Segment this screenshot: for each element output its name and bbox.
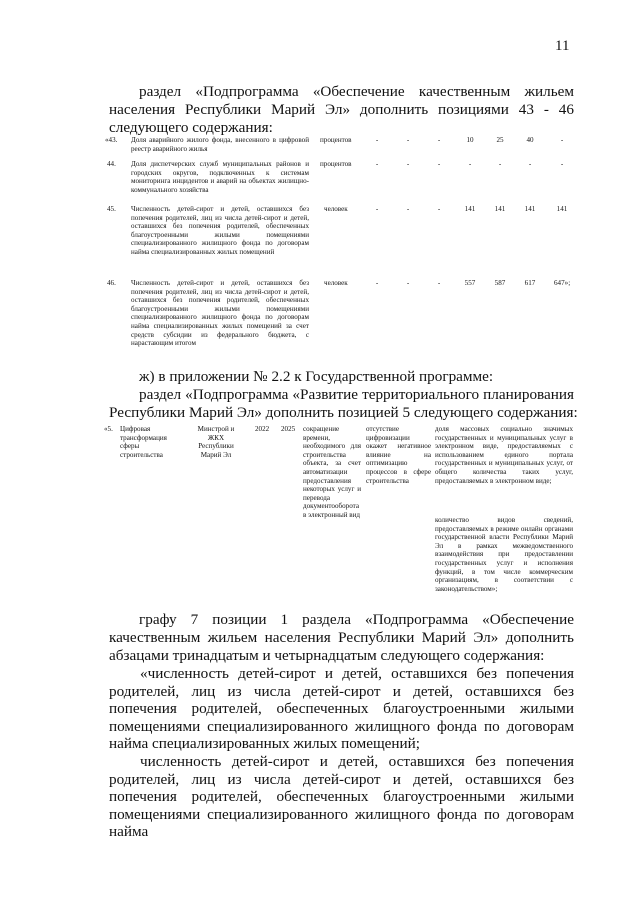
row-46-text: Численность детей-сирот и детей, оставшихся без попечения родителей, лиц из числа детей-сирот и детей, оставшихся без попечения родителей, обеспеченных благоустроенными жилыми помещениями специализированного жилищного фонда по договорам найма специализированных жилых помещений за счет средств субсидии из федерального бюджета, с нарастающим итогом xyxy=(131,279,309,348)
pos5-name: Цифровая трансформация сферы строительства xyxy=(120,425,167,459)
row-46-dash-3: - xyxy=(437,279,441,287)
pos5-number: «5. xyxy=(104,425,113,433)
pos5-executor: Минстрой и ЖКХ Республики Марий Эл xyxy=(197,425,235,459)
row-43-value-1: 10 xyxy=(466,136,474,144)
row-46-dash-1: - xyxy=(375,279,379,287)
row-45-unit: человек xyxy=(324,205,348,213)
pos5-indicator-1: доля массовых социально значимых государственных и муниципальных услуг в электронном виде, предоставляемых с использованием единого портала государственных и муниципальных услуг, от общего количества таких услуг, предоставляемых в электронном виде; xyxy=(435,425,573,485)
row-44-value-3: - xyxy=(528,160,532,168)
section-g-line-2: раздел «Подпрограмма «Развитие территориального планирования xyxy=(139,386,574,403)
row-43-value-3: 40 xyxy=(526,136,534,144)
row-43-dash-1: - xyxy=(375,136,379,144)
pos5-consequences: отсутствие цифровизации окажет негативное влияние на оптимизацию процессов в сфере строительства xyxy=(366,425,431,485)
quote-paragraph-2: численность детей-сирот и детей, оставшихся без попечения родителей, лиц из числа детей-сирот и детей, оставшихся без попечения родителей, обеспеченных благоустроенными жилыми помещениями специализированного жилищного фонда по договорам найма xyxy=(109,753,574,841)
intro-line-1: раздел «Подпрограмма «Обеспечение качественным жильем xyxy=(139,83,574,100)
row-45-dash-1: - xyxy=(375,205,379,213)
row-43-dash-2: - xyxy=(406,136,410,144)
row-46-value-1: 557 xyxy=(464,279,476,287)
row-44-text: Доля диспетчерских служб муниципальных районов и городских округов, подключенных к системам мониторинга инцидентов и аварий на объектах жилищно-коммунального хозяйства xyxy=(131,160,309,194)
row-45-value-2: 141 xyxy=(494,205,506,213)
row-44-dash-1: - xyxy=(375,160,379,168)
row-46-value-3: 617 xyxy=(524,279,536,287)
row-45-text: Численность детей-сирот и детей, оставшихся без попечения родителей, лиц из числа детей-сирот и детей, оставшихся без попечения родителей, обеспеченных благоустроенными жилыми помещениями специализированного жилищного фонда по договорам найма специализированных жилых помещений xyxy=(131,205,309,256)
row-45-dash-3: - xyxy=(437,205,441,213)
row-46-number: 46. xyxy=(107,279,116,287)
closing-line-2: качественным жильем населения Республики Марий Эл» дополнить xyxy=(109,629,574,646)
intro-line-3: следующего содержания: xyxy=(109,119,273,136)
row-46-dash-2: - xyxy=(406,279,410,287)
row-44-value-4: - xyxy=(560,160,564,168)
row-43-value-2: 25 xyxy=(496,136,504,144)
row-43-value-4: - xyxy=(560,136,564,144)
row-43-dash-3: - xyxy=(437,136,441,144)
quote-paragraph-1: «численность детей-сирот и детей, оставшихся без попечения родителей, лиц из числа детей-сирот и детей, оставшихся без попечения родителей, обеспеченных благоустроенными жилыми помещениями специализированного жилищного фонда по договорам найма специализированных жилых помещений; xyxy=(109,665,574,753)
section-g-line-1: ж) в приложении № 2.2 к Государственной программе: xyxy=(139,368,494,385)
row-45-value-1: 141 xyxy=(464,205,476,213)
row-44-unit: процентов xyxy=(320,160,352,168)
page-number: 11 xyxy=(555,38,570,54)
row-45-dash-2: - xyxy=(406,205,410,213)
row-46-unit: человек xyxy=(324,279,348,287)
row-45-value-3: 141 xyxy=(524,205,536,213)
row-43-text: Доля аварийного жилого фонда, внесенного в цифровой реестр аварийного жилья xyxy=(131,136,309,153)
pos5-year-start: 2022 xyxy=(255,425,270,433)
row-44-dash-3: - xyxy=(437,160,441,168)
closing-line-1: графу 7 позиции 1 раздела «Подпрограмма «Обеспечение xyxy=(139,611,574,628)
row-46-value-4: 647»; xyxy=(554,279,571,287)
intro-line-2: населения Республики Марий Эл» дополнить позициями 43 - 46 xyxy=(109,101,574,118)
pos5-year-end: 2025 xyxy=(281,425,296,433)
row-45-number: 45. xyxy=(107,205,116,213)
row-46-value-2: 587 xyxy=(494,279,506,287)
row-43-unit: процентов xyxy=(320,136,352,144)
section-g-line-3: Республики Марий Эл» дополнить позицией 5 следующего содержания: xyxy=(109,404,578,421)
pos5-result: сокращение времени, необходимого для строительства объекта, за счет автоматизации предоставления некоторых услуг и перевода документооборота в электронный вид xyxy=(303,425,361,519)
row-44-value-2: - xyxy=(498,160,502,168)
row-44-dash-2: - xyxy=(406,160,410,168)
row-44-value-1: - xyxy=(468,160,472,168)
row-44-number: 44. xyxy=(107,160,116,168)
row-43-number: «43. xyxy=(105,136,118,144)
closing-line-3: абзацами тринадцатым и четырнадцатым следующего содержания: xyxy=(109,647,545,664)
row-45-value-4: 141 xyxy=(556,205,568,213)
pos5-indicator-2: количество видов сведений, предоставляемых в режиме онлайн органами государственной власти Республики Марий Эл в рамках межведомственного взаимодействия при предоставлении государственных услуг и исполнения функций, в том числе коммерческим организациям, в соответствии с законодательством»; xyxy=(435,516,573,593)
